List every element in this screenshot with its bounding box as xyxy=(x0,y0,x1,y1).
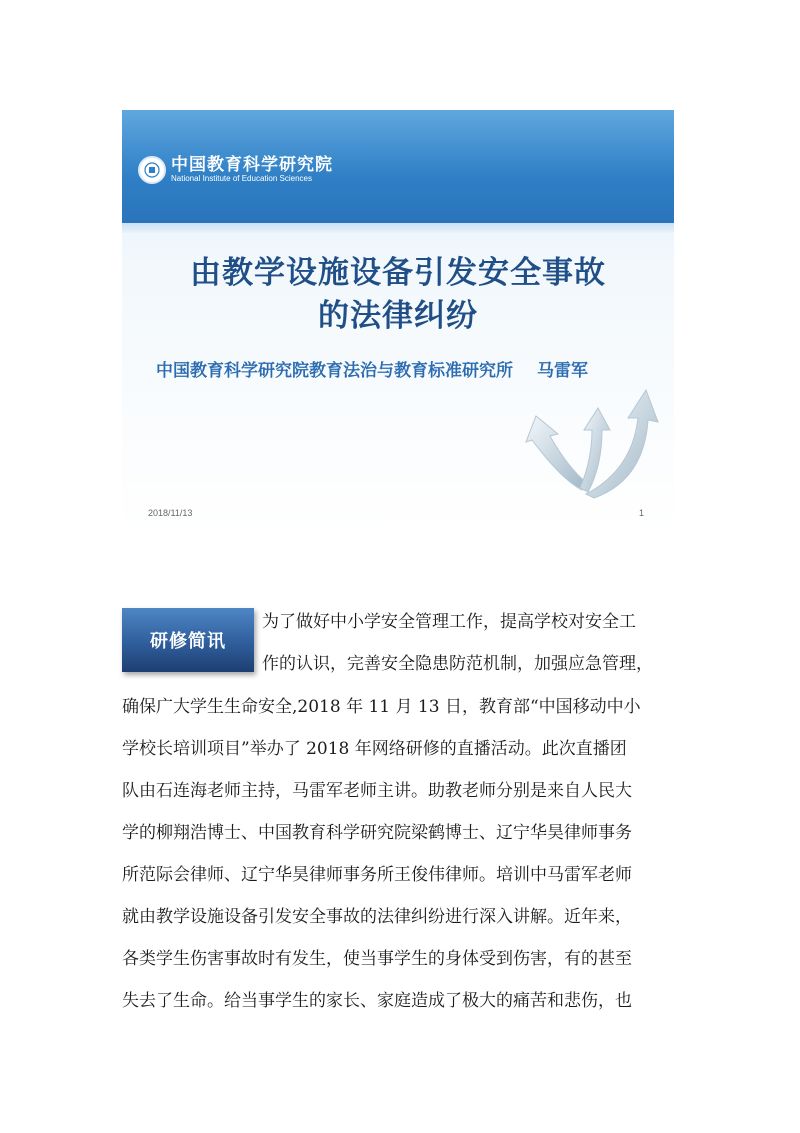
body-line: 就由教学设施设备引发安全事故的法律纠纷进行深入讲解。近年来， xyxy=(122,907,632,927)
logo-chinese-name: 中国教育科学研究院 xyxy=(171,154,333,175)
slide-header-band xyxy=(122,110,674,223)
cover-slide-image xyxy=(122,110,674,533)
section-badge-label: 研修简讯 xyxy=(150,631,226,652)
body-line: 学的柳翔浩博士、中国教育科学研究院梁鹤博士、辽宁华昊律师事务 xyxy=(122,823,632,843)
logo-english-name: National Institute of Education Sciences xyxy=(171,173,312,183)
subtitle-organization: 中国教育科学研究院教育法治与教育标准研究所 xyxy=(156,361,513,381)
body-line: 作的认识，完善安全隐患防范机制，加强应急管理， xyxy=(262,654,653,674)
body-line: 为了做好中小学安全管理工作，提高学校对安全工 xyxy=(262,612,636,632)
body-line: 失去了生命。给当事学生的家长、家庭造成了极大的痛苦和悲伤，也 xyxy=(122,991,632,1011)
slide-page-number: 1 xyxy=(638,508,644,518)
body-line: 所范际会律师、辽宁华昊律师事务所王俊伟律师。培训中马雷军老师 xyxy=(122,865,632,885)
body-line: 确保广大学生生命安全,2018 年 11 月 13 日，教育部“中国移动中小 xyxy=(122,697,641,717)
section-badge xyxy=(122,608,254,672)
slide-date: 2018/11/13 xyxy=(148,508,193,518)
subtitle-author: 马雷军 xyxy=(537,361,588,381)
body-line: 学校长培训项目”举办了 2018 年网络研修的直播活动。此次直播团 xyxy=(122,739,627,759)
header-divider xyxy=(122,223,674,233)
body-line: 队由石连海老师主持，马雷军老师主讲。助教老师分别是来自人民大 xyxy=(122,781,632,801)
slide-title-line-1: 由教学设施设备引发安全事故 xyxy=(190,255,606,291)
seal-icon xyxy=(138,156,166,184)
upward-arrows-icon xyxy=(522,380,662,500)
body-line: 各类学生伤害事故时有发生，使当事学生的身体受到伤害，有的甚至 xyxy=(122,949,632,969)
institute-logo xyxy=(138,156,333,184)
slide-title-line-2: 的法律纠纷 xyxy=(318,298,478,334)
slide-subtitle xyxy=(156,356,588,381)
